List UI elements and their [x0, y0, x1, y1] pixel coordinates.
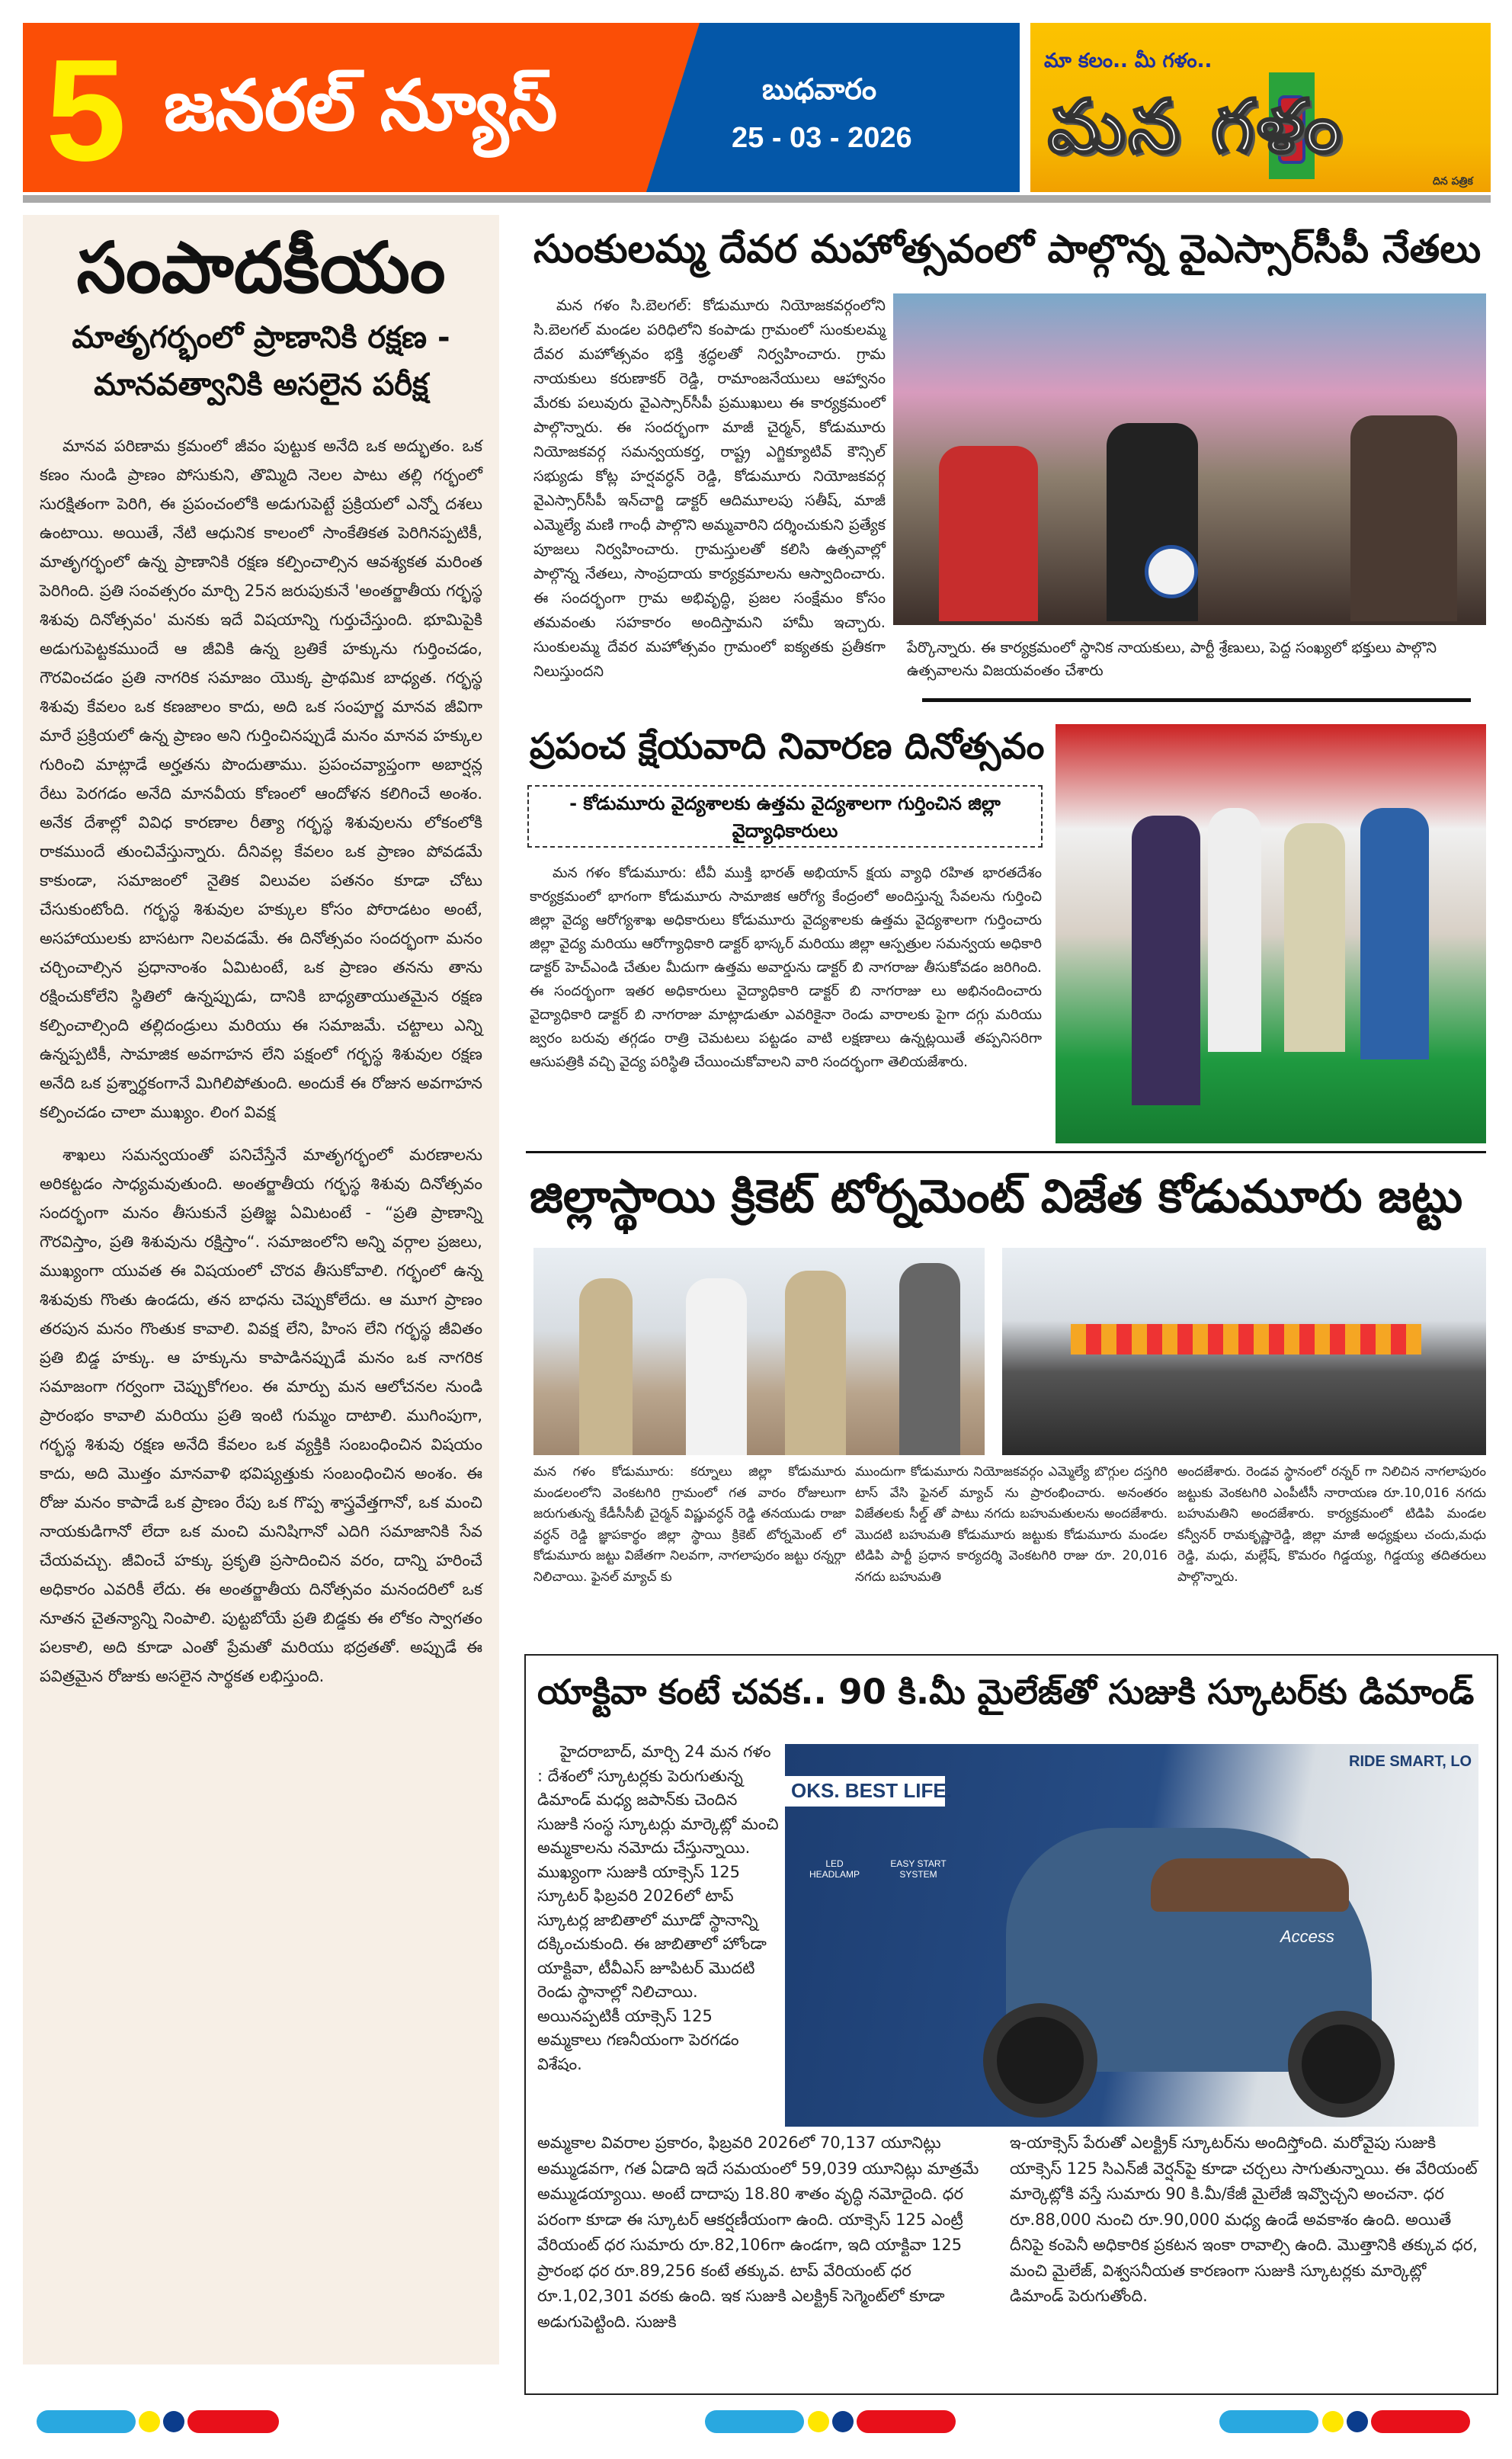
scooter-intro-text: హైదరాబాద్, మార్చి 24 మన గళం : దేశంలో స్కూటర్లకు పెరుగుతున్న డిమాండ్ మధ్య జపాన్‌కు చెందిన సుజుకి సంస్థ స్కూటర్లు మార్కెట్లో మంచి అమ్మకాలను నమోదు చేస్తున్నాయి. ముఖ్యంగా సుజుకి యాక్సెస్ 125 స్కూటర్ ఫిబ్రవరి 2026లో టాప్ స్కూటర్ల జాబితాలో మూడో స్థానాన్ని దక్కించుకుంది. ఈ జాబితాలో హోండా యాక్టివా, టీవీఎస్ జూపిటర్ మొదటి రెండు స్థానాల్లో నిలిచాయి. అయినప్పటికీ యాక్సెస్ 125 అమ్మకాలు గణనీయంగా పెరగడం విశేషం. [537, 1742, 779, 2073]
cricket-column-3: అందజేశారు. రెండవ స్థానంలో రన్నర్ గా నిలిచిన నాగలాపురం జట్టుకు వెంకటగిరి ఎంపీటీసీ నారాయణ రూ.10,016 నగదు బహుమతిని అందజేశారు. కార్యక్రమంలో టిడిపి మండల కన్వీనర్ రామకృష్ణారెడ్డి, జిల్లా మాజీ అధ్యక్షులు చందు,మధు రెడ్డి, మధు, మల్లేష్, కొమరం గిడ్డయ్య, గిడ్డయ్య తదితరులు పాల్గొన్నారు. [1177, 1464, 1486, 1585]
photo-ride-smart: RIDE SMART, LO [1349, 1753, 1472, 1770]
scooter-rear-wheel [1288, 2011, 1395, 2118]
festival-photo [893, 293, 1486, 625]
cricket-headline: జిల్లాస్థాయి క్రికెట్ టోర్నమెంట్ విజేత కోడుమూరు జట్టు [530, 1170, 1463, 1223]
scooter-intro [537, 1740, 781, 2076]
footer-dot [163, 2411, 184, 2432]
footer-dot [808, 2411, 829, 2432]
festival-continuation: పేర్కొన్నారు. ఈ కార్యక్రమంలో స్థానిక నాయకులు, పార్టీ శ్రేణులు, పెద్ద సంఖ్యలో భక్తులు పాల్గొని ఉత్సవాలను విజయవంతం చేశారు [907, 639, 1437, 679]
tb-day-subhead: - కోడుమూరు వైద్యశాలకు ఉత్తమ వైద్యశాలగా గుర్తించిన జిల్లా వైద్యాధికారులు [527, 785, 1043, 848]
footer-decoration [705, 2410, 804, 2433]
editorial-paragraph: శాఖలు సమన్వయంతో పనిచేస్తేనే మాతృగర్భంలో మరణాలను అరికట్టడం సాధ్యమవుతుంది. అంతర్జాతీయ గర్భస్థ శిశువు దినోత్సవం సందర్భంగా మనం తీసుకునే ప్రతిజ్ఞ ఏమిటంటే - “ప్రతి ప్రాణాన్ని గౌరవిస్తాం, ప్రతి శిశువును రక్షిస్తాం“. సమాజంలోని అన్ని వర్గాల ప్రజలు, ముఖ్యంగా యువత ఈ విషయంలో చొరవ తీసుకోవాలి. గర్భంలో ఉన్న శిశువుకు గొంతు ఉండదు, తన బాధను చెప్పుకోలేదు. ఆ మూగ ప్రాణం తరపున మనం గొంతుక కావాలి. వివక్ష లేని, హింస లేని గర్భస్థ జీవితం ప్రతి బిడ్డ హక్కు. ఆ హక్కును కాపాడినప్పుడే మనం ఒక నాగరిక సమాజంగా గర్వంగా చెప్పుకోగలం. ఈ మార్పు మన ఆలోచనల నుండి ప్రారంభం కావాలి మరియు ప్రతి ఇంటి గుమ్మం దాటాలి. ముగింపుగా, గర్భస్థ శిశువు రక్షణ అనేది కేవలం ఒక వ్యక్తికి సంబంధించిన విషయం కాదు, అది మొత్తం మానవాళి భవిష్యత్తుకు సంబంధించిన అంశం. ఈ రోజు మనం కాపాడే ఒక ప్రాణం రేపు ఒక గొప్ప శాస్త్రవేత్తగానో, ఒక మంచి నాయకుడిగానో లేదా ఒక మంచి మనిషిగానో ఎదిగి సమాజానికి సేవ చేయవచ్చు. జీవించే హక్కు ప్రకృతి ప్రసాదించిన వరం, దాన్ని హరించే అధికారం ఎవరికీ లేదు. ఈ అంతర్జాతీయ దినోత్సవం మనందరిలో ఒక నూతన చైతన్యాన్ని నింపాలి. పుట్టబోయే ప్రతి బిడ్డకు ఈ లోకం స్వాగతం పలకాలి, అది కూడా ఎంతో ప్రేమతో మరియు భద్రతతో. అప్పుడే ఈ పవిత్రమైన రోజుకు అసలైన సార్థకత లభిస్తుంది. [40, 1146, 482, 1685]
section-divider [922, 698, 1471, 702]
page-number: 5 [46, 30, 127, 191]
footer-dot [1347, 2411, 1368, 2432]
section-divider [526, 1151, 1486, 1153]
header-divider [23, 195, 1491, 203]
editorial-title: సంపాదకీయం [76, 227, 446, 309]
scooter-column-1: అమ్మకాల వివరాల ప్రకారం, ఫిబ్రవరి 2026లో 70,137 యూనిట్లు అమ్ముడవగా, గత ఏడాది ఇదే సమయంలో 59,039 యూనిట్లు మాత్రమే అమ్ముడయ్యాయి. అంటే దాదాపు 18.80 శాతం వృద్ధి నమోదైంది. ధర పరంగా కూడా ఈ స్కూటర్ ఆకర్షణీయంగా ఉంది. యాక్సెస్ 125 ఎంట్రీ వేరియంట్ ధర సుమారు రూ.82,106గా ఉండగా, ఇది యాక్టివా 125 ప్రారంభ ధర రూ.89,256 కంటే తక్కువ. టాప్ వేరియంట్ ధర రూ.1,02,301 వరకు ఉంది. ఇక సుజుకి ఎలక్ట్రిక్ సెగ్మెంట్‌లో కూడా అడుగుపెట్టింది. సుజుకి [537, 2134, 979, 2331]
photo-banner-text: OKS. BEST LIFE. [785, 1776, 945, 1807]
scooter-headline: యాక్టివా కంటే చవక.. 90 కి.మీ మైలేజ్‌తో సుజుకి స్కూటర్‌కు డిమాండ్ [537, 1672, 1475, 1712]
editorial-subtitle-line: మాతృగర్భంలో ప్రాణానికి రక్షణ - [72, 320, 450, 355]
tb-day-headline: ప్రపంచ క్షేయవాది నివారణ దినోత్సవం [530, 726, 1045, 768]
section-name: జనరల్ న్యూస్ [164, 65, 558, 146]
logo-tagline: మా కలం.. మీ గళం.. [1044, 50, 1212, 72]
editorial-subtitle [40, 314, 482, 409]
editorial-subtitle-line: మానవత్వానికి అసలైన పరీక్ష [94, 367, 428, 402]
tb-day-body-text: మన గళం కోడుమూరు: టీవీ ముక్తి భారత్ అభియాన్ క్షయ వ్యాధి రహిత భారతదేశం కార్యక్రమంలో భాగంగా కోడుమూరు సామాజిక ఆరోగ్య కేంద్రంలో అందిస్తున్న సేవలను గుర్తించి జిల్లా వైద్య ఆరోగ్యశాఖ అధికారులు కోడుమూరు వైద్యశాలకు ఉత్తమ వైద్యశాలగా గుర్తించారు జిల్లా వైద్య మరియు ఆరోగ్యాధికారి డాక్టర్ భాస్కర్ మరియు జిల్లా ఆస్పత్రుల సమన్వయ అధికారి డాక్టర్ హెచ్ఎండి చేతుల మీదుగా ఉత్తమ అవార్డును డాక్టర్ బి నాగరాజు తీసుకోవడం జరిగింది. ఈ సందర్భంగా ఇతర అధికారులు వైద్యాధికారి డాక్టర్ బి నాగరాజు లు అభినందించారు వైద్యాధికారి డాక్టర్ బి నాగరాజు మాట్లాడుతూ ఎవరికైనా రెండు వారాలకు పైగా దగ్గు మరియు జ్వరం బరువు తగ్గడం రాత్రి చెమటలు పట్టడం వాటి లక్షణాలు ఉన్నట్లయితే తప్పనిసరిగా ఆసుపత్రికి వచ్చి వైద్య పరిస్థితి చేయించుకోవాలని వారి సందర్భంగా తెలియజేశారు. [530, 865, 1042, 1070]
logo-name: మన గళం [1048, 84, 1344, 169]
scooter-column-2: ఇ-యాక్సెస్ పేరుతో ఎలక్ట్రిక్ స్కూటర్‌ను అందిస్తోంది. మరోవైపు సుజుకి యాక్సెస్ 125 సిఎన్‌జీ వెర్షన్‌పై కూడా చర్చలు సాగుతున్నాయి. ఈ వేరియంట్ మార్కెట్లోకి వస్తే సుమారు 90 కి.మీ/కేజీ మైలేజీ ఇవ్వొచ్చని అంచనా. ధర రూ.88,000 నుంచి రూ.90,000 మధ్య ఉండే అవకాశం ఉంది. అయితే దీనిపై కంపెనీ అధికారిక ప్రకటన ఇంకా రావాల్సి ఉంది. మొత్తానికి తక్కువ ధర, మంచి మైలేజ్, విశ్వసనీయత కారణంగా సుజుకి స్కూటర్లకు మార్కెట్లో డిమాండ్ పెరుగుతోంది. [1010, 2134, 1478, 2305]
footer-decoration [37, 2410, 136, 2433]
footer-dot [139, 2411, 160, 2432]
scooter-badge: Access [1280, 1927, 1334, 1946]
issue-day: బుధవారం [762, 72, 877, 106]
festival-body [533, 293, 886, 684]
editorial-column [23, 215, 499, 2364]
cricket-column-2: ముందుగా కోడుమూరు నియోజకవర్గం ఎమ్మెల్యే బొగ్గుల దస్తగిరి టాస్ వేసి ఫైనల్ మ్యాచ్ ను ప్రారంభించారు. అనంతరం విజేతలకు సీల్డ్ తో పాటు నగదు బహుమతులను అందజేశారు. మొదటి బహుమతి కోడుమూరు జట్టుకు కోడుమూరు మండల టిడిపి పార్టీ ప్రధాన కార్యదర్శి వెంకటగిరి రాజు రూ. 20,016 నగదు బహుమతి [855, 1464, 1168, 1585]
cricket-column-1: మన గళం కోడుమూరు: కర్నూలు జిల్లా కోడుమూరు మండలంలోని వెంకటగిరి గ్రామంలో గత వారం రోజులుగా జరుగుతున్న కేడీసీసీబీ చైర్మన్ విష్ణువర్ధన్ రెడ్డి తనయుడు రాజా వర్ధన్ రెడ్డి జ్ఞాపకార్థం జిల్లా స్థాయి క్రికెట్ టోర్నమెంట్ లో కోడుమూరు జట్టు విజేతగా నిలవగా, నాగలాపురం జట్టు రన్నర్గా నిలిచాయి. ఫైనల్ మ్యాచ్ కు [533, 1464, 846, 1585]
footer-decoration [1371, 2410, 1470, 2433]
festival-body-text: మన గళం సి.బెలగల్: కోడుమూరు నియోజకవర్గంలోని సి.బెలగల్ మండల పరిధిలోని కంపాడు గ్రామంలో సుంకులమ్మ దేవర మహోత్సవం భక్తి శ్రద్ధలతో నిర్వహించారు. గ్రామ నాయకులు కరుణాకర్ రెడ్డి, రామాంజనేయులు ఆహ్వానం మేరకు పలువురు వైఎస్సార్‌సీపీ ప్రముఖులు ఈ కార్యక్రమంలో పాల్గొన్నారు. ఈ సందర్భంగా మాజీ చైర్మన్, కోడుమూరు నియోజకవర్గ సమన్వయకర్త, రాష్ట్ర ఎగ్జిక్యూటివ్ కౌన్సిల్ సభ్యుడు కోట్ల హర్షవర్ధన్ రెడ్డి, కోడుమూరు నియోజకవర్గ వైఎస్సార్‌సీపీ ఇన్‌చార్జి డాక్టర్ ఆదిమూలపు సతీష్, మాజీ ఎమ్మెల్యే మణి గాంధీ పాల్గొని అమ్మవారిని దర్శించుకుని ప్రత్యేక పూజలు నిర్వహించారు. గ్రామస్తులతో కలిసి ఉత్సవాల్లో పాల్గొన్న నేతలు, సాంప్రదాయ కార్యక్రమాలను ఆస్వాదించారు. ఈ సందర్భంగా గ్రామ అభివృద్ధి, ప్రజల సంక్షేమం కోసం తమవంతు సహకారం అందిస్తామని హామీ ఇచ్చారు. సుంకులమ్మ దేవర మహోత్సవం గ్రామంలో ఐక్యతకు ప్రతీకగా నిలుస్తుందని [533, 297, 886, 680]
scooter-front-wheel [983, 2003, 1097, 2118]
issue-date: 25 - 03 - 2026 [732, 122, 912, 154]
photo-easy-start-label: EASY START SYSTEM [890, 1858, 947, 1880]
scooter-photo [785, 1744, 1478, 2127]
tb-award-photo [1056, 724, 1486, 1143]
photo-led-label: LED HEADLAMP [809, 1858, 860, 1880]
festival-headline: సుంకులమ్మ దేవర మహోత్సవంలో పాల్గొన్న వైఎస్సార్‌సీపీ నేతలు [533, 227, 1482, 272]
cricket-photo-toss [533, 1248, 985, 1455]
footer-dot [832, 2411, 854, 2432]
footer-decoration [857, 2410, 956, 2433]
footer-dot [1322, 2411, 1344, 2432]
footer-decoration [1219, 2410, 1318, 2433]
editorial-paragraph: మానవ పరిణామ క్రమంలో జీవం పుట్టుక అనేది ఒక అద్భుతం. ఒక కణం నుండి ప్రాణం పోసుకుని, తొమ్మిది నెలల పాటు తల్లి గర్భంలో సురక్షితంగా పెరిగి, ఈ ప్రపంచంలోకి అడుగుపెట్టే ప్రక్రియలో ఎన్నో దశలు ఉంటాయి. అయితే, నేటి ఆధునిక కాలంలో సాంకేతికత పెరిగినప్పటికీ, మాతృగర్భంలో ఉన్న ప్రాణానికి రక్షణ కల్పించాల్సిన ఆవశ్యకత మరింత పెరిగింది. ప్రతి సంవత్సరం మార్చి 25న జరుపుకునే 'అంతర్జాతీయ గర్భస్థ శిశువు దినోత్సవం' మనకు ఇదే విషయాన్ని గుర్తుచేస్తుంది. భూమిపైకి అడుగుపెట్టకముందే ఆ జీవికి ఉన్న బ్రతికే హక్కును గుర్తించడం, గౌరవించడం ప్రతి నాగరిక సమాజం యొక్క ప్రాథమిక బాధ్యత. గర్భస్థ శిశువు కేవలం ఒక కణజాలం కాదు, అది ఒక సంపూర్ణ మానవ జీవిగా మారే ప్రక్రియలో ఉన్న ప్రాణం అని గుర్తించినప్పుడే మనం మానవ హక్కుల గురించి మాట్లాడే అర్హతను పొందుతాము. ప్రపంచవ్యాప్తంగా అబార్షన్ల రేటు పెరగడం అనేది మానవీయ కోణంలో ఆందోళన కలిగించే అంశం. అనేక దేశాల్లో వివిధ కారణాల రీత్యా గర్భస్థ శిశువులను లోకంలోకి రాకముందే తుంచివేస్తున్నారు. దీనివల్ల కేవలం ఒక ప్రాణం పోవడమే కాకుండా, సమాజంలో నైతిక విలువల పతనం కూడా చోటు చేసుకుంటోంది. గర్భస్థ శిశువుల హక్కుల కోసం పోరాడటం అంటే, అసహాయులకు బాసటగా నిలవడమే. ఈ దినోత్సవం సందర్భంగా మనం చర్చించాల్సిన ప్రధానాంశం ఏమిటంటే, ఒక ప్రాణం తనను తాను రక్షించుకోలేని స్థితిలో ఉన్నప్పుడు, దానికి బాధ్యతాయుతమైన రక్షణ కల్పించాల్సింది తల్లిదండ్రులు మరియు ఈ సమాజమే. చట్టాలు ఎన్ని ఉన్నప్పటికీ, సామాజిక అవగాహన లేని పక్షంలో గర్భస్థ శిశువుల రక్షణ అనేది ఒక ప్రశ్నార్థకంగానే మిగిలిపోతుంది. అందుకే ఈ రోజున అవగాహన కల్పించడం చాలా ముఖ్యం. లింగ వివక్ష [40, 437, 482, 1121]
cricket-photo-winners [1002, 1248, 1486, 1455]
scooter-seat [1151, 1858, 1349, 1912]
logo-subtitle: దిన పత్రిక [1433, 175, 1473, 188]
tb-day-body [530, 861, 1042, 1074]
footer-decoration [187, 2410, 279, 2433]
